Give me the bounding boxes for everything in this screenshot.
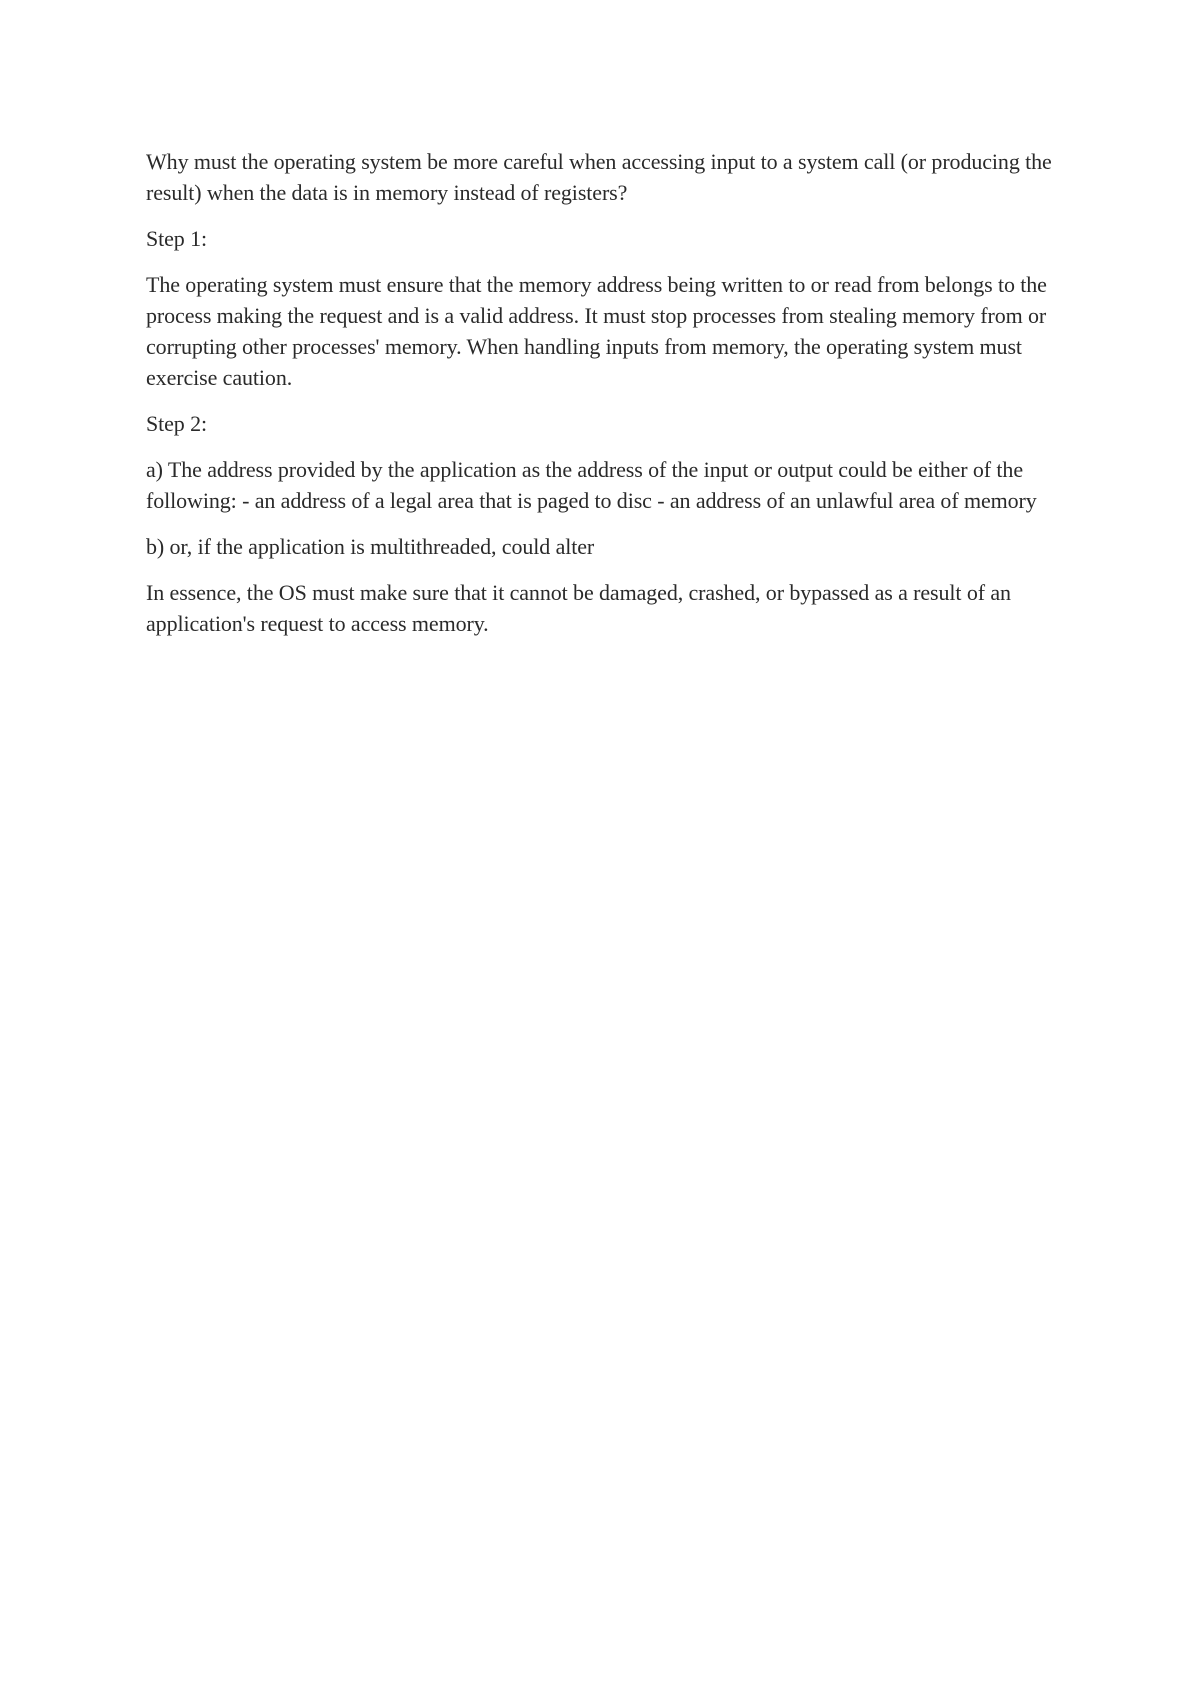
step-1-heading: Step 1: [146, 226, 208, 251]
document-body [146, 146, 1066, 654]
step-2-item-b: b) or, if the application is multithreaded, could alter [146, 534, 595, 559]
question-paragraph: Why must the operating system be more careful when accessing input to a system call (or producing the result) when the data is in memory instead of registers? [146, 149, 1052, 205]
step-2-heading: Step 2: [146, 411, 208, 436]
step-2-item-a: a) The address provided by the application as the address of the input or output could be either of the following: - an address of a legal area that is paged to disc - an address of an unlawful area of memory [146, 457, 1037, 513]
step-1-paragraph: The operating system must ensure that the memory address being written to or read from belongs to the process making the request and is a valid address. It must stop processes from stealing memory from or corrupting other processes' memory. When handling inputs from memory, the operating system must exercise caution. [146, 272, 1047, 390]
conclusion-paragraph: In essence, the OS must make sure that it cannot be damaged, crashed, or bypassed as a result of an application's request to access memory. [146, 580, 1011, 636]
